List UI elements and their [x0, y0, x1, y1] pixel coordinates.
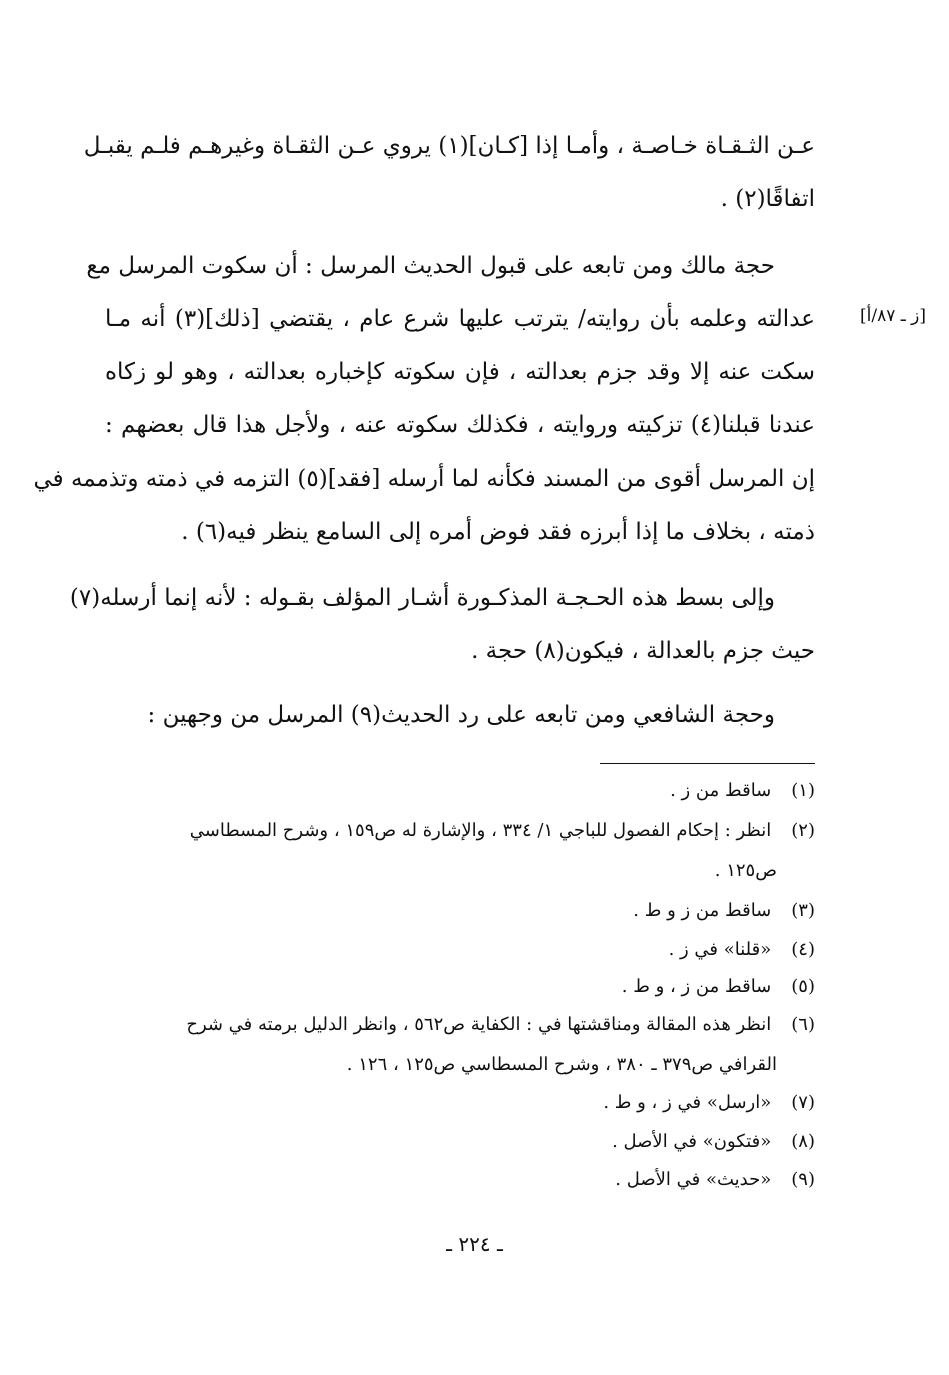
footnote-text: انظر : إحكام الفصول للباجي ١/ ٣٣٤ ، والإشارة له ص١٥٩ ، وشرح المسطاسي: [189, 820, 772, 841]
footnote-number: (٣): [791, 900, 815, 921]
footnote-number: (٩): [791, 1169, 815, 1190]
footnote-number: (٥): [791, 976, 815, 997]
footnote: [105, 1012, 815, 1038]
footnote-text: «حديث» في الأصل .: [615, 1169, 772, 1190]
footnote: [105, 1167, 815, 1193]
footnote: [105, 898, 815, 924]
body-line: عندنا قبلنا(٤) تزكيته وروايته ، فكذلك سكوته عنه ، ولأجل هذا قال بعضهم :: [105, 412, 815, 438]
body-line: عـن الثـقـاة خـاصـة ، وأمـا إذا [كـان](١) يروي عـن الثقـاة وغيرهـم فلـم يقبـل: [83, 133, 815, 159]
body-line: وحجة الشافعي ومن تابعه على رد الحديث(٩) المرسل من وجهين :: [147, 702, 775, 728]
footnote-number: (٧): [791, 1092, 815, 1113]
footnote-number: (٢): [791, 820, 815, 841]
footnote: [105, 937, 815, 963]
body-line: ذمته ، بخلاف ما إذا أبرزه فقد فوض أمره إلى السامع ينظر فيه(٦) .: [181, 519, 815, 545]
footnote: [105, 778, 815, 804]
footnote: [105, 818, 815, 844]
body-line: إن المرسل أقوى من المسند فكأنه لما أرسله [فقد](٥) التزمه في ذمته وتذممه في: [33, 466, 815, 492]
body-line: حيث جزم بالعدالة ، فيكون(٨) حجة .: [471, 638, 815, 664]
footnote-text: ساقط من ز ، و ط .: [621, 976, 772, 997]
body-line: سكت عنه إلا وقد جزم بعدالته ، فإن سكوته كإخباره بعدالته ، وهو لو زكاه: [105, 359, 815, 385]
body-line: حجة مالك ومن تابعه على قبول الحديث المرسل : أن سكوت المرسل مع: [86, 253, 775, 279]
footnote-number: (٨): [791, 1131, 815, 1152]
footnote-text: انظر هذه المقالة ومناقشتها في : الكفاية ص٥٦٢ ، وانظر الدليل برمته في شرح: [186, 1014, 772, 1035]
footnote-continuation: ص١٢٥ .: [714, 860, 777, 881]
body-line: عدالته وعلمه بأن روايته/ يترتب عليها شرع عام ، يقتضي [ذلك](٣) أنه مـا: [105, 306, 815, 332]
footnote-number: (٦): [791, 1014, 815, 1035]
footnote-text: ساقط من ز و ط .: [633, 900, 772, 921]
footnote: [105, 974, 815, 1000]
footnote-text: «ارسل» في ز ، و ط .: [603, 1092, 772, 1113]
footnote-text: «قلنا» في ز .: [668, 939, 772, 960]
footnote: [105, 1129, 815, 1155]
footnote-text: «فتكون» في الأصل .: [612, 1131, 772, 1152]
footnote: [105, 1090, 815, 1116]
page-number: ـ ٢٢٤ ـ: [446, 1232, 503, 1256]
footnote-separator: [600, 763, 815, 764]
footnote-continuation: القرافي ص٣٧٩ ـ ٣٨٠ ، وشرح المسطاسي ص١٢٥ ، ١٢٦ .: [346, 1054, 777, 1075]
body-line: وإلى بسط هذه الحـجـة المذكـورة أشـار المؤلف بقـوله : لأنه إنما أرسله(٧): [69, 585, 775, 611]
marginal-note: [ز ـ ٨٧/أ]: [860, 306, 926, 326]
footnote-number: (٤): [791, 939, 815, 960]
footnote-text: ساقط من ز .: [670, 780, 772, 801]
body-line: اتفاقًا(٢) .: [720, 186, 815, 212]
footnote-number: (١): [791, 780, 815, 801]
